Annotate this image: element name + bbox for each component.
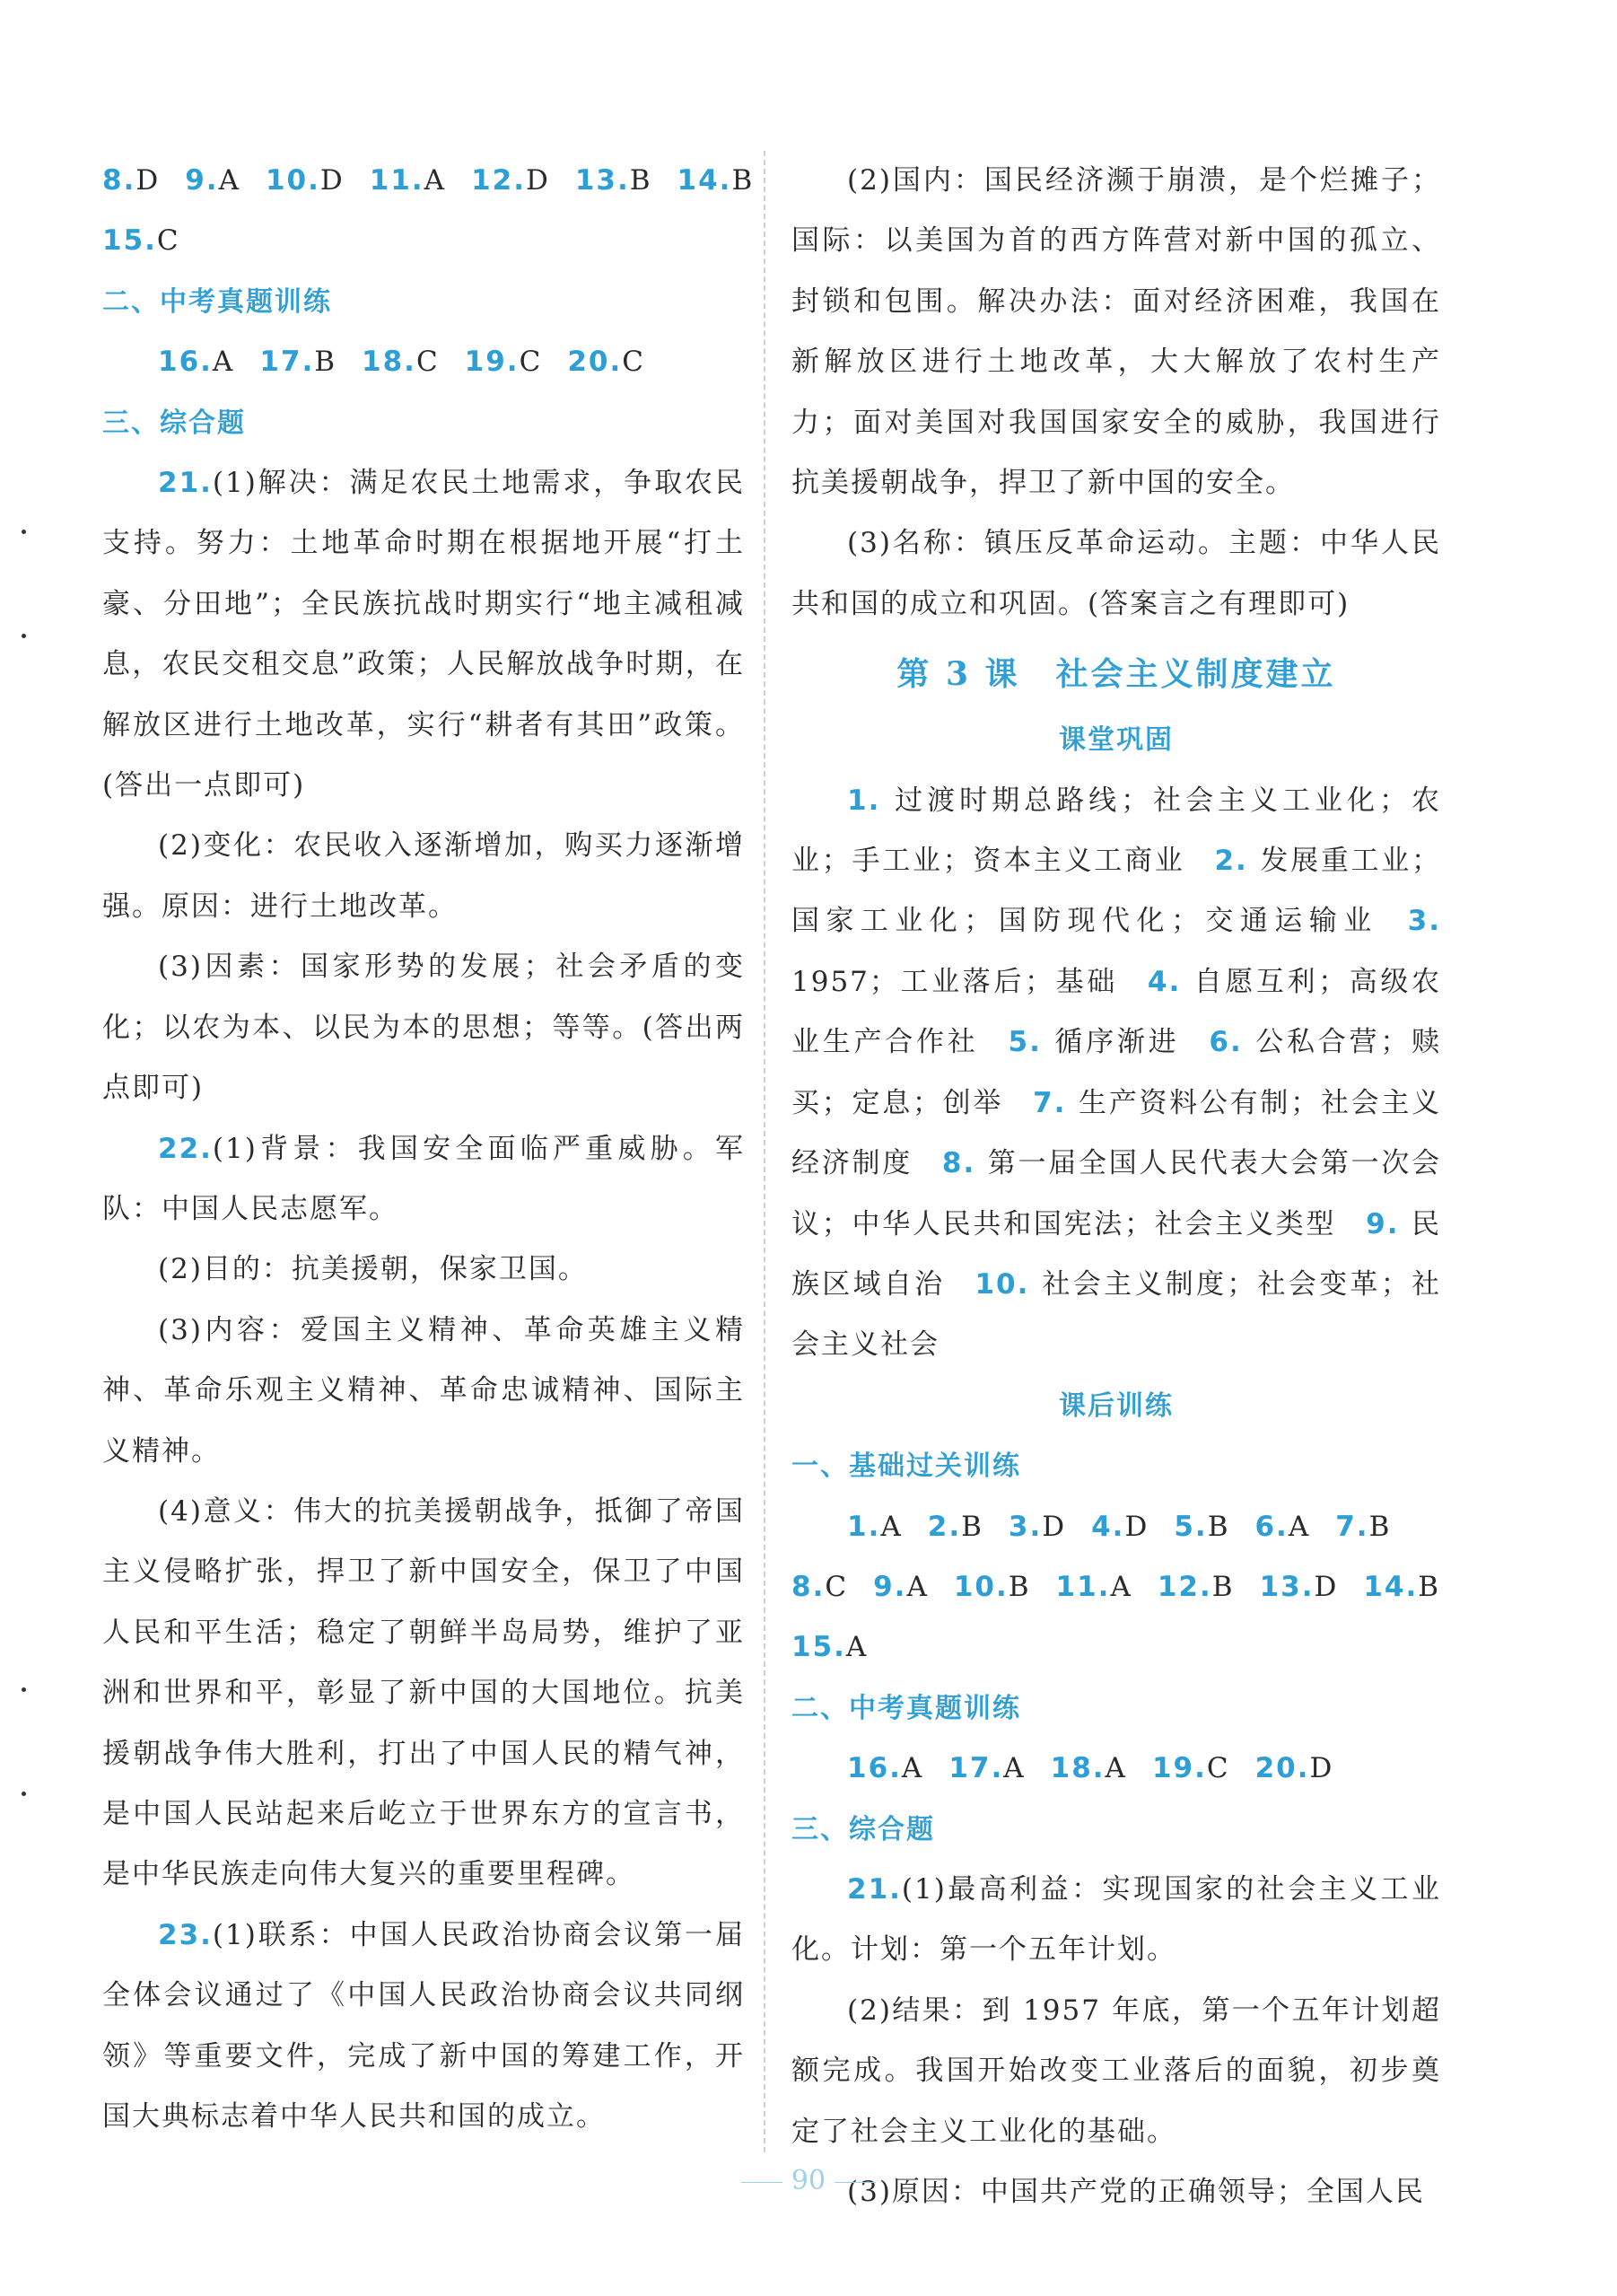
question-number: 18. bbox=[362, 346, 416, 379]
question-number: 21. bbox=[158, 467, 213, 500]
margin-dot bbox=[22, 1687, 26, 1692]
question-number: 17. bbox=[948, 1752, 1004, 1785]
answer-item bbox=[948, 1752, 1025, 1784]
answer-paragraph: (2)国内：国民经济濒于崩溃，是个烂摊子；国际：以美国为首的西方阵营对新中国的孤立、封锁和包围。解决办法：面对经济困难，我国在新解放区进行土地改革，大大解放了农村生产力；面对美国对我国国家安全的威胁，我国进行抗美援朝战争，捍卫了新中国的安全。 bbox=[791, 164, 1441, 500]
answer-letter: A bbox=[218, 164, 240, 197]
answer-letter: D bbox=[1309, 1752, 1334, 1785]
question-number: 4. bbox=[1147, 965, 1194, 998]
question-number: 4. bbox=[1091, 1510, 1125, 1543]
answer-row bbox=[102, 151, 755, 211]
question-number: 9. bbox=[185, 164, 219, 197]
page-number-text: 90 bbox=[791, 2165, 826, 2196]
question-number: 2. bbox=[927, 1510, 962, 1543]
answer-item bbox=[259, 346, 337, 378]
question-number: 15. bbox=[102, 224, 157, 258]
answer-letter: B bbox=[1207, 1510, 1230, 1543]
answer-text: 过渡时期总路线；社会主义工业化；农业；手工业；资本主义工商业 bbox=[791, 784, 1442, 878]
answer-item bbox=[102, 224, 180, 257]
answer-text: (1)联系：中国人民政治协商会议第一届全体会议通过了《中国人民政治协商会议共同纲领》等重要文件，完成了新中国的筹建工作，开国大典标志着中华人民共和国的成立。 bbox=[102, 1918, 745, 2133]
answer-letter: D bbox=[319, 164, 345, 197]
answer-text: 社会主义制度；社会变革；社会主义社会 bbox=[791, 1267, 1442, 1362]
page-number bbox=[0, 2165, 1617, 2196]
answer-text: (1)背景：我国安全面临严重威胁。军队：中国人民志愿军。 bbox=[102, 1132, 745, 1225]
question-number: 3. bbox=[1008, 1510, 1043, 1543]
answer-item bbox=[1009, 1511, 1066, 1543]
question-number: 16. bbox=[847, 1752, 902, 1785]
question-number: 18. bbox=[1050, 1752, 1106, 1785]
answer-item bbox=[847, 1752, 923, 1784]
answer-item bbox=[847, 1511, 903, 1543]
answer-letter: A bbox=[1288, 1510, 1311, 1543]
column-divider bbox=[764, 151, 765, 2152]
question-number: 21. bbox=[847, 1872, 902, 1906]
answer-letter: C bbox=[519, 346, 543, 379]
question-number: 8. bbox=[941, 1147, 988, 1180]
question-number: 19. bbox=[1151, 1752, 1207, 1785]
question-number: 5. bbox=[1008, 1026, 1055, 1059]
answer-paragraph: (3)内容：爱国主义精神、革命英雄主义精神、革命乐观主义精神、革命忠诚精神、国际主义精神。 bbox=[102, 1313, 745, 1468]
answer-item bbox=[158, 346, 234, 378]
answer-text: 民族区域自治 bbox=[791, 1207, 1442, 1301]
answer-item bbox=[1056, 1571, 1132, 1603]
question-number: 7. bbox=[1033, 1086, 1079, 1119]
answer-item bbox=[465, 346, 543, 378]
subsection-heading: 课堂巩固 bbox=[1059, 724, 1174, 757]
question-number: 3. bbox=[1407, 905, 1441, 938]
answer-item bbox=[954, 1571, 1031, 1603]
answer-item bbox=[791, 1631, 868, 1663]
answer-letter: B bbox=[1418, 1570, 1441, 1603]
section-heading: 二、中考真题训练 bbox=[102, 285, 332, 318]
answer-item bbox=[1363, 1571, 1440, 1603]
answer-text: 1957；工业落后；基础 bbox=[791, 965, 1118, 998]
question-number: 11. bbox=[369, 164, 424, 197]
question-number: 1. bbox=[847, 1510, 881, 1543]
answer-letter: A bbox=[1105, 1752, 1127, 1785]
question-number: 20. bbox=[567, 346, 623, 379]
question-number: 10. bbox=[975, 1267, 1043, 1301]
left-column bbox=[102, 151, 755, 2147]
lesson-name: 社会主义制度建立 bbox=[1055, 655, 1336, 694]
answer-paragraph: (2)结果：到 1957 年底，第一个五年计划超额完成。我国开始改变工业落后的面貌，初步奠定了社会主义工业化的基础。 bbox=[791, 1994, 1441, 2148]
question-number: 9. bbox=[873, 1570, 907, 1603]
answer-paragraph bbox=[102, 453, 745, 816]
answer-text: 自愿互利；高级农业生产合作社 bbox=[791, 965, 1441, 1059]
answer-letter: A bbox=[901, 1752, 924, 1785]
question-number: 23. bbox=[158, 1918, 213, 1951]
section-heading: 二、中考真题训练 bbox=[791, 1692, 1021, 1724]
answer-item bbox=[1254, 1511, 1310, 1543]
question-number: 13. bbox=[574, 164, 630, 197]
answer-item bbox=[873, 1571, 929, 1603]
question-number: 7. bbox=[1335, 1510, 1369, 1543]
answer-letter: D bbox=[525, 164, 550, 197]
answer-paragraph: (3)原因：中国共产党的正确领导；全国人民 bbox=[847, 2176, 1425, 2208]
answer-letter: B bbox=[961, 1510, 983, 1543]
answer-row bbox=[791, 1739, 1441, 1799]
question-number: 16. bbox=[158, 346, 213, 379]
answer-text: 发展重工业；国家工业化；国防现代化；交通运输业 bbox=[791, 845, 1442, 938]
answer-text: 生产资料公有制；社会主义经济制度 bbox=[791, 1086, 1442, 1180]
answer-item bbox=[185, 164, 240, 197]
answer-row bbox=[102, 211, 745, 271]
margin-dot bbox=[22, 634, 26, 638]
question-number: 12. bbox=[471, 164, 526, 197]
answer-letter: B bbox=[1008, 1570, 1031, 1603]
answer-row bbox=[791, 1557, 1441, 1617]
answer-letter: B bbox=[629, 164, 652, 197]
answer-paragraph: (2)目的：抗美援朝，保家卫国。 bbox=[158, 1253, 588, 1286]
margin-dot bbox=[22, 1792, 26, 1796]
answer-text: 公私合营；赎买；定息；创举 bbox=[791, 1026, 1442, 1119]
answer-item bbox=[677, 164, 755, 197]
answer-letter: A bbox=[880, 1510, 903, 1543]
answer-letter: C bbox=[1206, 1752, 1230, 1785]
question-number: 13. bbox=[1259, 1570, 1315, 1603]
answer-item bbox=[1335, 1511, 1391, 1543]
answer-paragraph bbox=[102, 1119, 745, 1240]
answer-item bbox=[575, 164, 652, 197]
answer-letter: D bbox=[135, 164, 161, 197]
answer-item bbox=[102, 164, 160, 197]
answer-letter: A bbox=[1110, 1570, 1132, 1603]
answer-item bbox=[362, 346, 440, 378]
lesson-title bbox=[791, 638, 1441, 710]
answer-paragraph: (2)变化：农民收入逐渐增加，购买力逐渐增强。原因：进行土地改革。 bbox=[102, 829, 745, 923]
question-number: 6. bbox=[1254, 1510, 1289, 1543]
question-number: 1. bbox=[847, 784, 896, 817]
section-heading: 一、基础过关训练 bbox=[791, 1450, 1021, 1483]
answer-item bbox=[567, 346, 645, 378]
answer-letter: A bbox=[212, 346, 235, 379]
answer-letter: C bbox=[825, 1570, 849, 1603]
answer-paragraph bbox=[102, 1906, 745, 2148]
question-number: 10. bbox=[953, 1570, 1009, 1603]
question-number: 11. bbox=[1055, 1570, 1111, 1603]
question-number: 5. bbox=[1174, 1510, 1208, 1543]
answer-paragraph: (3)因素：国家形势的发展；社会矛盾的变化；以农为本、以民为本的思想；等等。(答出两点即可) bbox=[102, 951, 745, 1105]
question-number: 15. bbox=[791, 1631, 846, 1664]
question-number: 2. bbox=[1214, 845, 1261, 878]
answer-letter: A bbox=[906, 1570, 929, 1603]
answer-item bbox=[1152, 1752, 1230, 1784]
answer-paragraph bbox=[791, 1860, 1441, 1981]
lesson-number: 第 3 课 bbox=[896, 655, 1020, 694]
answer-item bbox=[1158, 1571, 1235, 1603]
answer-letter: B bbox=[731, 164, 755, 197]
answer-text: 循序渐进 bbox=[1054, 1026, 1180, 1059]
question-number: 12. bbox=[1157, 1570, 1212, 1603]
answer-text: (1)最高利益：实现国家的社会主义工业化。计划：第一个五年计划。 bbox=[791, 1872, 1441, 1967]
answer-item bbox=[1255, 1752, 1334, 1784]
answer-letter: B bbox=[1211, 1570, 1235, 1603]
question-number: 14. bbox=[1363, 1570, 1419, 1603]
answer-letter: A bbox=[1003, 1752, 1026, 1785]
answer-item bbox=[1051, 1752, 1127, 1784]
answer-row bbox=[102, 332, 745, 392]
answer-letter: D bbox=[1314, 1570, 1339, 1603]
question-number: 10. bbox=[265, 164, 320, 197]
answer-row bbox=[791, 1617, 1441, 1678]
question-number: 17. bbox=[259, 346, 315, 379]
question-number: 19. bbox=[464, 346, 520, 379]
answer-item bbox=[1260, 1571, 1339, 1603]
knowledge-answers bbox=[791, 771, 1441, 1376]
answer-item bbox=[370, 164, 446, 197]
section-heading: 三、综合题 bbox=[791, 1813, 935, 1845]
question-number: 8. bbox=[102, 164, 136, 197]
answer-letter: A bbox=[845, 1631, 869, 1664]
answer-letter: C bbox=[415, 346, 440, 379]
answer-text: 第一届全国人民代表大会第一次会议；中华人民共和国宪法；社会主义类型 bbox=[791, 1147, 1442, 1240]
answer-letter: A bbox=[424, 164, 447, 197]
question-number: 14. bbox=[677, 164, 732, 197]
answer-item bbox=[791, 1571, 848, 1603]
question-number: 6. bbox=[1209, 1026, 1256, 1059]
answer-item bbox=[471, 164, 550, 197]
subsection-heading: 课后训练 bbox=[1059, 1389, 1174, 1422]
answer-paragraph: (4)意义：伟大的抗美援朝战争，抵御了帝国主义侵略扩张，捍卫了新中国安全，保卫了中国人民和平生活；稳定了朝鲜半岛局势，维护了亚洲和世界和平，彰显了新中国的大国地位。抗美援朝战争伟大胜利，打出了中国人民的精气神，是中国人民站起来后屹立于世界东方的宣言书，是中华民族走向伟大复兴的重要里程碑。 bbox=[102, 1494, 745, 1891]
answer-letter: C bbox=[156, 224, 180, 258]
question-number: 9. bbox=[1366, 1207, 1412, 1240]
answer-letter: B bbox=[314, 346, 337, 379]
knowledge-item bbox=[1009, 1026, 1180, 1058]
question-number: 22. bbox=[158, 1132, 213, 1165]
answer-item bbox=[266, 164, 345, 197]
answer-letter: D bbox=[1124, 1510, 1149, 1543]
section-heading: 三、综合题 bbox=[102, 407, 246, 439]
right-column bbox=[791, 151, 1441, 2222]
question-number: 20. bbox=[1254, 1752, 1310, 1785]
answer-text: (1)解决：满足农民土地需求，争取农民支持。努力：土地革命时期在根据地开展“打土豪、分田地”；全民族抗战时期实行“地主减租减息，农民交租交息”政策；人民解放战争时期，在解放区进行土地改革，实行“耕者有其田”政策。(答出一点即可) bbox=[102, 467, 745, 802]
answer-letter: C bbox=[622, 346, 645, 379]
answer-row bbox=[791, 1497, 1441, 1557]
answer-item bbox=[928, 1511, 983, 1543]
question-number: 8. bbox=[791, 1570, 826, 1603]
answer-letter: D bbox=[1042, 1510, 1067, 1543]
margin-dot bbox=[22, 530, 26, 534]
answer-letter: B bbox=[1368, 1510, 1392, 1543]
answer-item bbox=[1091, 1511, 1149, 1543]
answer-paragraph: (3)名称：镇压反革命运动。主题：中华人民共和国的成立和巩固。(答案言之有理即可) bbox=[791, 527, 1441, 620]
answer-item bbox=[1174, 1511, 1229, 1543]
